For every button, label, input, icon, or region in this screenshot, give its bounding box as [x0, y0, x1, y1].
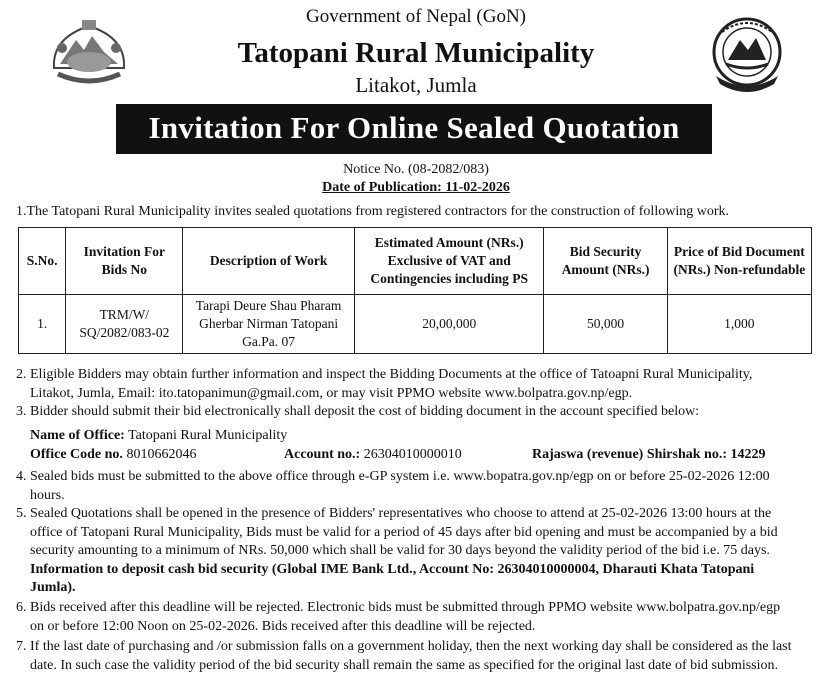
office-code-label: Office Code no.: [30, 446, 123, 462]
paragraph-6: [16, 599, 822, 636]
header-sno: S.No.: [19, 228, 66, 295]
rajaswa-value: 14229: [730, 446, 766, 462]
paragraph-5-line-3: security amounting to a minimum of NRs. 50,000 which shall be valid for 30 days beyond the validity period of the bid i.e. 75 days.: [30, 543, 770, 558]
publication-date: [0, 180, 832, 196]
cell-bid-doc-price: 1,000: [667, 295, 811, 354]
work-table: [18, 227, 812, 354]
paragraph-2-line-2: Litakot, Jumla, Email: ito.tatopanimun@gmail.com, or may visit PPMO website www.bolpatra.gov.np/egp.: [30, 385, 633, 401]
paragraph-7: [16, 638, 822, 675]
paragraph-4-line-1: 4. Sealed bids must be submitted to the above office through e-GP system i.e. www.bopatra.gov.np/egp on or before 25-02-2026 12:00: [16, 469, 770, 484]
header-bid-security: Bid Security Amount (NRs.): [544, 228, 667, 295]
paragraph-5-bank-info-1: Information to deposit cash bid security (Global IME Bank Ltd., Account No: 26304010000004, Dharauti Khata Tatopani: [30, 561, 755, 577]
office-code-value: 8010662046: [126, 446, 197, 462]
municipality-location: Litakot, Jumla: [355, 73, 477, 97]
cell-bid-no: TRM/W/ SQ/2082/083-02: [66, 295, 183, 354]
header-bid-no: Invitation For Bids No: [66, 228, 183, 295]
paragraph-7-line-1: 7. If the last date of purchasing and /or submission falls on a government holiday, then the next working day shall be considered as the last: [16, 639, 792, 654]
paragraph-4: [16, 468, 822, 505]
account-no-label: Account no.:: [284, 446, 361, 462]
paragraph-2-line-1: 2. Eligible Bidders may obtain further information and inspect the Bidding Documents at the office of Tatoapni Rural Municipality,: [16, 367, 753, 382]
cell-estimated-amount: 20,00,000: [354, 295, 544, 354]
cell-sno: 1.: [19, 295, 66, 354]
paragraph-5-line-1: 5. Sealed Quotations shall be opened in the presence of Bidders' representatives who choose to attend at 25-02-2026 13:00 hours at the: [16, 506, 772, 521]
municipality-name: Tatopani Rural Municipality: [237, 37, 595, 69]
government-name: Government of Nepal (GoN): [305, 6, 526, 27]
notice-title-banner: Invitation For Online Sealed Quotation: [116, 104, 712, 154]
paragraph-5: [16, 505, 822, 598]
paragraph-5-bank-info-2: Jumla).: [30, 580, 76, 595]
cell-bid-security: 50,000: [544, 295, 667, 354]
cell-description: Tarapi Deure Shau Pharam Gherbar Nirman Tatopani Ga.Pa. 07: [183, 295, 355, 354]
paragraph-6-line-2: on or before 12:00 Noon on 25-02-2026. Bids received after this deadline will be rejected.: [30, 618, 536, 634]
header-estimated-amount: Estimated Amount (NRs.) Exclusive of VAT and Contingencies including PS: [354, 228, 544, 295]
header-bid-doc-price: Price of Bid Document (NRs.) Non-refundable: [667, 228, 811, 295]
paragraph-4-line-2: hours.: [30, 487, 65, 503]
notice-number: Notice No. (08-2082/083): [343, 162, 489, 177]
paragraph-2: [16, 366, 816, 403]
table-header-row: [19, 228, 812, 295]
office-name-value: Tatopani Rural Municipality: [128, 428, 288, 443]
account-no-value: 26304010000010: [363, 446, 462, 462]
paragraph-1: 1.The Tatopani Rural Municipality invites sealed quotations from registered contractors for the construction of following work.: [16, 204, 729, 219]
paragraph-5-line-2: office of Tatopani Rural Municipality, Bids must be valid for a period of 45 days after bid opening and must be accompanied by a bid: [30, 524, 778, 540]
header-description: Description of Work: [183, 228, 355, 295]
office-name-label: Name of Office:: [30, 428, 125, 443]
rajaswa-label: Rajaswa (revenue) Shirshak no.:: [532, 446, 727, 462]
publication-date-text: Date of Publication: 11-02-2026: [322, 180, 510, 195]
table-row: [19, 295, 812, 354]
paragraph-7-line-2: date. In such case the validity period of the bid security shall remain the same as specified for the original last date of bid submission.: [30, 657, 779, 673]
paragraph-3: 3. Bidder should submit their bid electronically shall deposit the cost of bidding document in the account specified below:: [16, 404, 700, 419]
account-details: [30, 427, 820, 464]
paragraph-6-line-1: 6. Bids received after this deadline will be rejected. Electronic bids must be submitted through PPMO website www.bolpatra.gov.np/egp: [16, 600, 781, 615]
